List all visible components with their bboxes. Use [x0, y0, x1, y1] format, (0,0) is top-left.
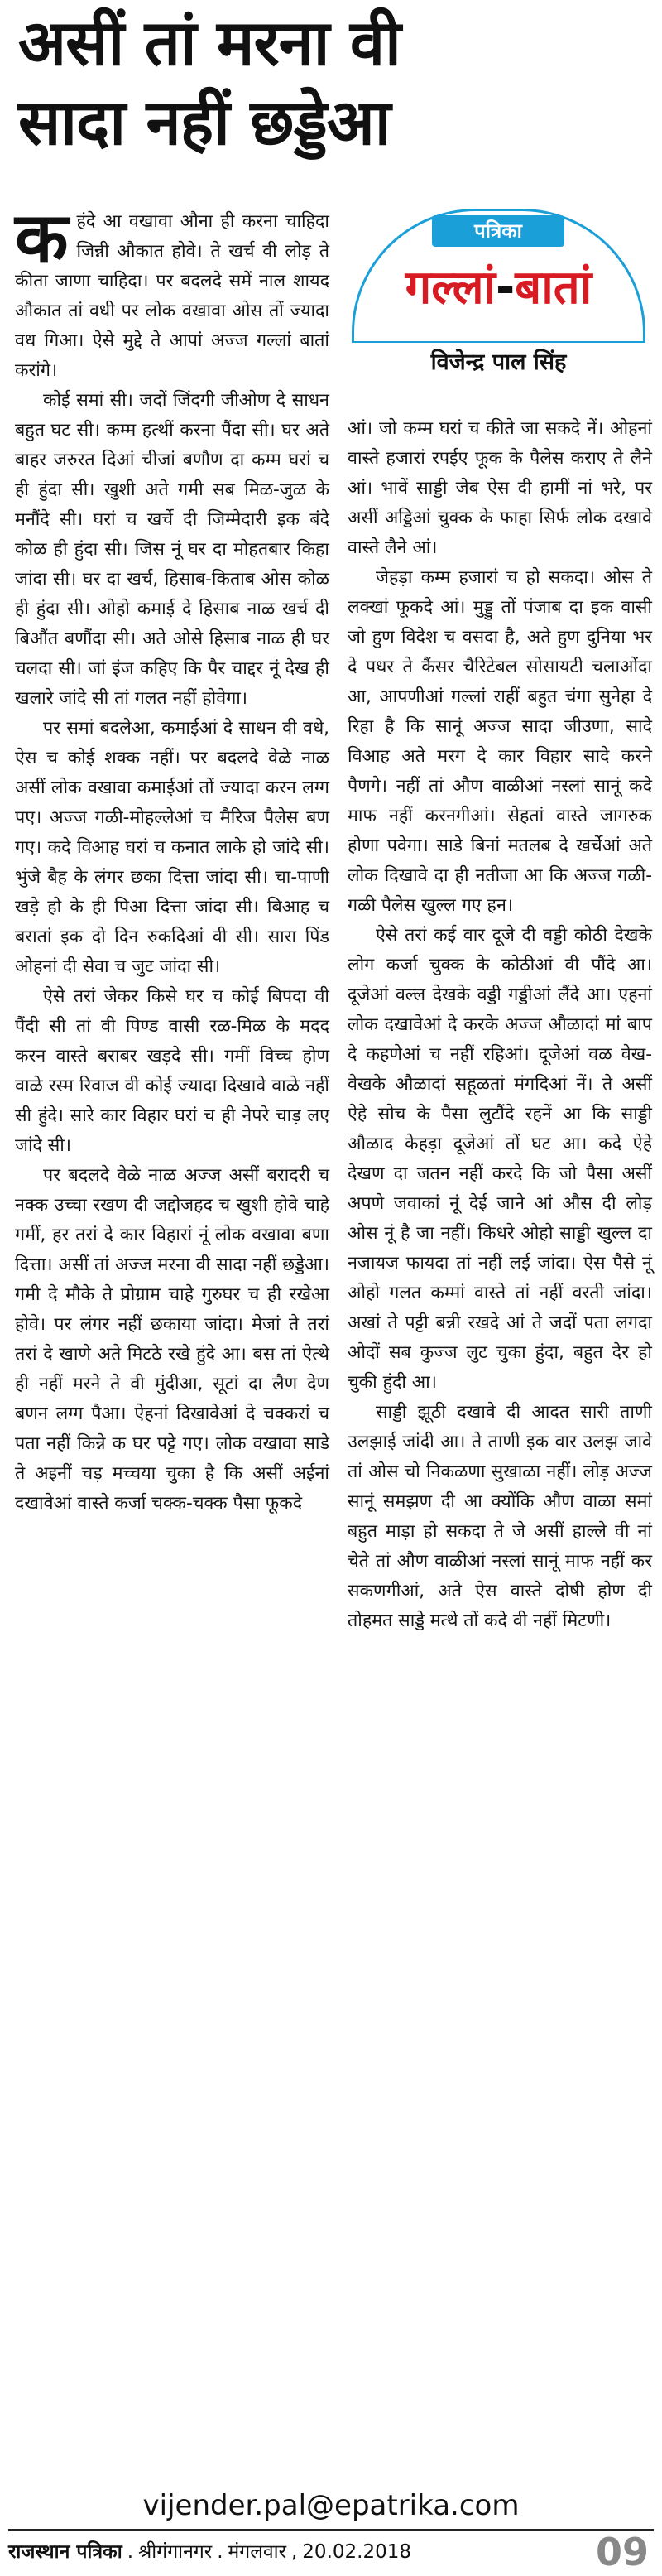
- column-branding: [352, 209, 645, 388]
- column-name-part-2: बातां: [515, 261, 592, 315]
- headline-line-1: असीं तां मरना वी: [18, 6, 401, 79]
- column-name: [352, 255, 645, 321]
- author-email: vijender.pal@epatrika.com: [142, 2489, 520, 2522]
- article-paragraph: पर बदलदे वेळे नाळ अज्ज असीं बरादरी च नक्क उच्चा रखण दी जद्दोजहद च खुशी होवे चाहे गमीं, हर तरां दे कार विहारां नूं लोक वखावा बणा दित्ता। असीं तां अज्ज मरना वी सादा नहीं छड्डेआ। गमी दे मौके ते प्रोग्राम चाहे गुरुघर च ही रखेआ होवे। पर लंगर नहीं छकाया जांदा। मेजां ते तरां तरां दे खाणे अते मिटठे रखे हुंदे आ। बस तां ऐत्थे ही नहीं मरने ते वी मुंदीआ, सूटां दा लैण देण बणन लग्ग पैआ। ऐहनां दिखावेआं दे चक्करां च पता नहीं किन्ने क घर पट्टे गए। लोक वखावा साडे ते अइनीं चड़ मच्चया चुका है कि असीं अईनां दखावेआं वास्ते कर्जा चक्क-चक्क पैसा फूकदे: [15, 1165, 329, 1514]
- edition-city: श्रीगंगानगर: [138, 2541, 213, 2563]
- column-author: विजेन्द्र पाल सिंह: [352, 341, 645, 379]
- column-name-hyphen: -: [496, 261, 516, 315]
- headline-line-2: सादा नहीं छड्डेआ: [18, 85, 391, 159]
- weekday: मंगलवार: [228, 2541, 286, 2563]
- separator-dot: .: [127, 2541, 133, 2563]
- column-label: पत्रिका: [432, 215, 564, 247]
- separator-dot: .: [217, 2541, 223, 2563]
- separator-comma: ,: [290, 2541, 298, 2563]
- article-column-right: [348, 414, 652, 1636]
- headline: [18, 3, 647, 162]
- article-column-left: [15, 197, 329, 1519]
- page-number: 09: [595, 2530, 649, 2574]
- article-paragraph-text: हंदे आ वखावा औना ही करना चाहिदा जिन्नी औकात होवे। ते खर्च वी लोड़ ते कीता जाणा चाहिदा। पर बदलदे समें नाल शायद औकात तां वधी पर लोक वखावा ओस तों ज्यादा वध गिआ। ऐसे मुद्दे ते आपां अज्ज गल्लां बातां करांगे।: [15, 211, 329, 381]
- article-paragraph: ऐसे तरां कई वार दूजे दी वड्डी कोठी देखके लोग कर्जा चुक्क के कोठीआं वी पौंदे आ। दूजेआं वल्ल देखके वड्डी गड्डीआं लैंदे आ। एहनां लोक दखावेआं दे करके अज्ज औळादां मां बाप दे कहणेआं च नहीं रहिआं। दूजेआं वळ वेख-वेखके औळादां सहूळतां मंगदिआं नें। ते असीं ऐहे सोच के पैसा लुटौंदे रहनें आ कि साड्डी औळाद केहड़ा दूजेआं तों घट आ। कदे ऐहे देखण दा जतन नहीं करदे कि जो पैसा असीं अपणे जवाकां नूं देई जाने आं औस दी लोड़ ओस नूं है जा नहीं। किधरे ओहो साड्डी खुल्ल दा नजायज फायदा तां नहीं लई जांदा। ऐस पैसे नूं ओहो गलत कम्मां वास्ते तां नहीं वरती जांदा। अखां ते पट्टी बन्नी रखदे आं ते जदों पता लगदा ओदों सब कुज्ज लुट चुका हुंदा, बहुत देर हो चुकी हुंदी आ।: [348, 925, 652, 1393]
- drop-cap: क: [15, 197, 69, 278]
- newspaper-masthead: राजस्थान पत्रिका: [8, 2541, 122, 2563]
- article-paragraph: ऐसे तरां जेकर किसे घर च कोई बिपदा वी पैंदी सी तां वी पिण्ड वासी रळ-मिळ के मदद करन वास्ते बराबर खड़दे सी। गमीं विच्च होण वाळे रस्म रिवाज वी कोई ज्यादा दिखावे वाळे नहीं सी हुंदे। सारे कार विहार घरां च ही नेपरे चाड़ लए जांदे सी।: [15, 986, 329, 1156]
- article-paragraph: पर समां बदलेआ, कमाईआं दे साधन वी वधे, ऐस च कोई शक्क नहीं। पर बदलदे वेळे नाळ असीं लोक वखावा कमाईआं तों ज्यादा करन लग्ग पए। अज्ज गळी-मोहल्लेआं च मैरिज पैलेस बण गए। कदे विआह घरां च कनात लाके हो जांदे सी। भुंजे बैह के लंगर छका दित्ता जांदा सी। चा-पाणी खड़े हो के ही पिआ दित्ता जांदा सी। बिआह च बरातां इक दो दिन रुकदिआं वी सी। सारा पिंड ओहनां दी सेवा च जुट जांदा सी।: [15, 718, 329, 977]
- column-name-part-1: गल्लां: [405, 261, 496, 315]
- page-footer: [8, 2530, 654, 2574]
- issue-date: 20.02.2018: [302, 2541, 411, 2563]
- footer-divider: [8, 2529, 654, 2531]
- article-paragraph: साड्डी झूठी दखावे दी आदत सारी ताणी उलझाई जांदी आ। ते ताणी इक वार उलझ जावे तां ओस चो निकळणा सुखाळा नहीं। लोड़ अज्ज सानूं समझण दी आ क्योंकि औण वाळा समां बहुत माड़ा हो सकदा ते जे असीं हाल्ले वी नां चेते तां औण वाळीआं नस्लां सानूं माफ नहीं कर सकणगीआं, अते ऐस वास्ते दोषी होण दी तोहमत साड्डे मत्थे तों कदे वी नहीं मिटणी।: [348, 1402, 652, 1631]
- article-paragraph: [15, 197, 329, 386]
- article-paragraph: आं। जो कम्म घरां च कीते जा सकदे नें। ओहनां वास्ते हजारां रपईए फूक के पैलेस कराए ते लैने आं। भावें साड्डी जेब ऐस दी हामीं नां भरे, पर असीं अड्डिआं चुक्क के फाहा सिर्फ लोक दखावे वास्ते लैने आं।: [348, 418, 652, 558]
- article-paragraph: जेहड़ा कम्म हजारां च हो सकदा। ओस ते लक्खां फूकदे आं। मुड्डु तों पंजाब दा इक वासी जो हुण विदेश च वसदा है, अते हुण दुनिया भर दे पधर ते कैंसर चैरिटेबल सोसायटी चलाओंदा आ, आपणीआं गल्लां राहीं बहुत चंगा सुनेहा दे रिहा है कि सानूं अज्ज सादा जीउणा, सादे विआह अते मरग दे कार विहार सादे करने पैणगे। नहीं तां औण वाळीआं नस्लां सानूं कदे माफ नहीं करनगीआं। सेहतां वास्ते जागरुक होणा पवेगा। साडे बिनां मतलब दे खर्चेआं अते लोक दिखावे दा ही नतीजा आ कि अज्ज गळी-गळी पैलेस खुल्ल गए हन।: [348, 567, 652, 916]
- article-paragraph: कोई समां सी। जदों जिंदगी जीओण दे साधन बहुत घट सी। कम्म हत्थीं करना पैंदा सी। घर अते बाहर जरुरत दिआं चीजां बणौण दा कम्म घरां च ही हुंदा सी। खुशी अते गमी सब मिळ-जुळ के मनौंदे सी। घरां च खर्चे दी जिम्मेदारी इक बंदे कोळ ही हुंदा सी। जिस नूं घर दा मोहतबार किहा जांदा सी। घर दा खर्च, हिसाब-किताब ओस कोळ ही हुंदा सी। ओहो कमाई दे हिसाब नाळ खर्च दी बिऔंत बणौंदा सी। अते ओसे हिसाब नाळ ही घर चलदा सी। जां इंज कहिए कि पैर चाद्दर नूं देख ही खलारे जांदे सी तां गलत नहीं होवेगा।: [15, 390, 329, 709]
